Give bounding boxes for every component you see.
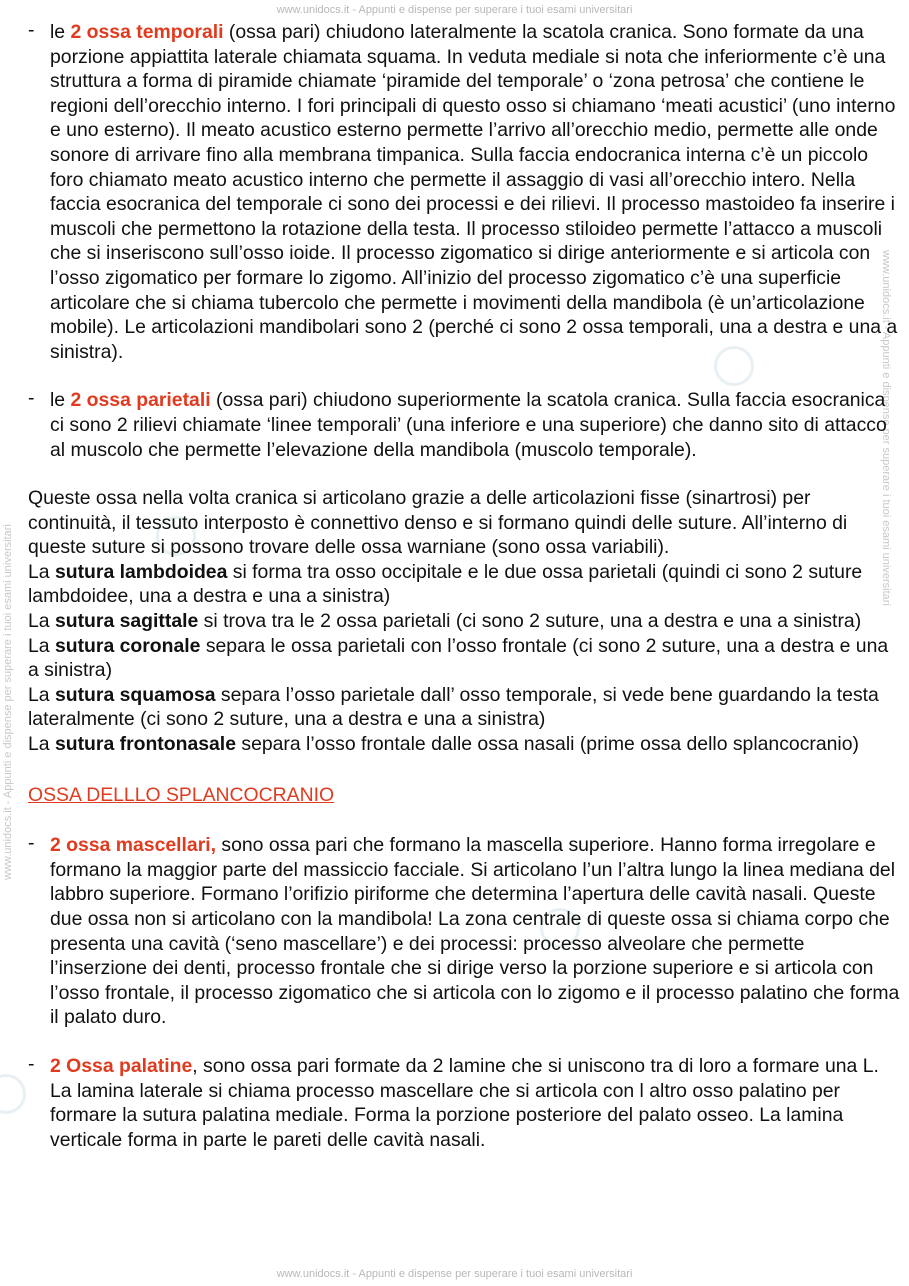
suture-item: La sutura lambdoidea si forma tra osso occipitale e le due ossa parietali (quindi ci sono 2 suture lambdoidee, una a destra e una a sinistra): [28, 560, 863, 608]
suture-item: La sutura sagittale si trova tra le 2 ossa parietali (ci sono 2 suture, una a destra e una a sinistra): [28, 610, 862, 633]
term-sutura: sutura squamosa: [54, 683, 216, 706]
term-temporali: 2 ossa temporali: [70, 21, 224, 43]
paragraph-parietali: [28, 388, 900, 462]
term-sutura: sutura frontonasale: [54, 733, 236, 756]
document-body: [28, 20, 900, 1152]
body-text: sono ossa pari che formano la mascella superiore. Hanno forma irregolare e formano la maggior parte del massiccio facciale. Si articolano l’un l’altra lungo la linea mediana del labbro superiore. Formano l’orifizio piriforme che determina l’apertura delle cavità nasali. Queste due ossa non si articolano con la mandibola! La zona centrale di queste ossa si chiama corpo che presenta una cavità (‘seno mascellare’) e dei processi: processo alveolare che permette l’inserzione dei denti, processo frontale che si dirige verso la porzione superiore e si articola con l’osso frontale, il processo zigomatico che si articola con lo zigomo e il processo palatino che forma il palato duro.: [50, 834, 900, 1029]
watermark-bottom: www.unidocs.it - Appunti e dispense per superare i tuoi esami universitari: [276, 1268, 633, 1280]
bullet-dash: -: [28, 19, 35, 41]
watermark-top: www.unidocs.it - Appunti e dispense per superare i tuoi esami universitari: [276, 4, 633, 16]
suture-item: La sutura squamosa separa l’osso parietale dall’ osso temporale, si vede bene guardando la testa lateralmente (ci sono 2 suture, una a destra e una a sinistra): [28, 683, 879, 731]
suture-item: La sutura frontonasale separa l’osso frontale dalle ossa nasali (prime ossa dello splancocranio): [28, 733, 859, 756]
body-text: , sono ossa pari formate da 2 lamine che si uniscono tra di loro a formare una L. La lamina laterale si chiama processo mascellare che si articola con l altro osso palatino per formare la sutura palatina mediale. Forma la porzione posteriore del palato osseo. La lamina verticale forma in parte le pareti delle cavità nasali.: [50, 1054, 879, 1151]
paragraph-palatine: [28, 1054, 900, 1152]
section-title: OSSA DELLLO SPLANCOCRANIO: [28, 783, 335, 806]
bullet-dash: -: [28, 832, 35, 855]
term-sutura: sutura coronale: [54, 634, 201, 657]
lead-text: le: [50, 389, 71, 412]
term-sutura: sutura lambdoidea: [54, 560, 228, 583]
unidocs-logo-icon: [0, 1074, 26, 1114]
paragraph-mascellari: [28, 833, 900, 1030]
term-mascellari: 2 ossa mascellari,: [50, 834, 217, 857]
paragraph-temporali: [28, 20, 900, 364]
term-palatine: 2 Ossa palatine: [50, 1054, 193, 1077]
paragraph-suture-intro: Queste ossa nella volta cranica si articolano grazie a delle articolazioni fisse (sinartrosi) per continuità, il tessuto interposto è connettivo denso e si formano quindi delle suture. All’interno di queste suture si possono trovare delle ossa warniane (sono ossa variabili).: [28, 487, 848, 559]
body-text: (ossa pari) chiudono lateralmente la scatola cranica. Sono formate da una porzione appiattita laterale chiamata squama. In veduta mediale si nota che inferiormente c’è una struttura a forma di piramide chiamate ‘piramide del temporale’ o ‘zona petrosa’ che contiene le regioni dell’orecchio interno. I fori principali di questo osso si chiamano ‘meati acustici’ (uno interno e uno esterno). Il meato acustico esterno permette l’arrivo all’orecchio medio, permette alle onde sonore di arrivare fino alla membrana timpanica. Sulla faccia endocranica interna c’è un piccolo foro chiamato meato acustico interno che permette il assaggio di vasi all’orecchio intero. Nella faccia esocranica del temporale ci sono dei processi e dei rilievi. Il processo mastoideo fa inserire i muscoli che permettono la rotazione della testa. Il processo stiloideo permette l’attacco a muscoli che si inseriscono sull’osso ioide. Il processo zigomatico si dirige anteriormente e si articola con l’osso zigomatico per formare lo zigomo. All’inizio del processo zigomatico c’è una superficie articolare che si chiama tubercolo che permette i movimenti della mandibola (è un’articolazione mobile). Le articolazioni mandibolari sono 2 (perché ci sono 2 ossa temporali, una a destra e una a sinistra).: [50, 21, 898, 363]
bullet-dash: -: [28, 387, 35, 410]
term-parietali: 2 ossa parietali: [70, 389, 211, 412]
body-text: (ossa pari) chiudono superiormente la scatola cranica. Sulla faccia esocranica ci sono 2 rilievi chiamate ‘linee temporali’ (una inferiore e una superiore) che danno sito di attacco al muscolo che permette l’elevazione della mandibola (muscolo temporale).: [50, 389, 887, 461]
term-sutura: sutura sagittale: [54, 610, 199, 633]
lead-text: le: [50, 21, 71, 43]
watermark-right: www.unidocs.it - Appunti e dispense per superare i tuoi esami universitari: [880, 250, 892, 606]
bullet-dash: -: [28, 1052, 35, 1075]
watermark-left: www.unidocs.it - Appunti e dispense per superare i tuoi esami universitari: [2, 524, 14, 880]
suture-item: La sutura coronale separa le ossa parietali con l’osso frontale (ci sono 2 suture, una a destra e una a sinistra): [28, 634, 889, 682]
